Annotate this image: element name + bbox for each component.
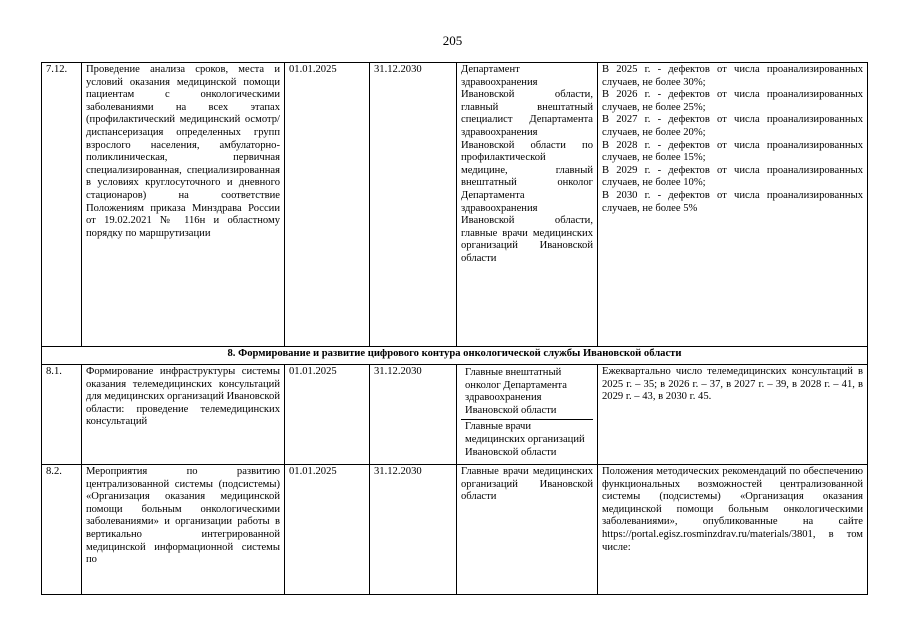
section-header-row [42,347,868,365]
activity-cell: Проведение анализа сроков, места и условий оказания медицинской помощи пациентам с онкологическими заболеваниями на всех этапах (профилактический медицинский осмотр/диспансеризация определенных групп взрослого населения, амбулаторно-поликлиническая, первичная специализированная, специализированная в условиях круглосуточного и дневного стационаров) на соответствие Положениям приказа Минздрава России от 19.02.2021 № 116н и областному порядку по маршрутизации [82,63,285,347]
start-date-cell: 01.01.2025 [285,365,370,465]
result-cell: Положения методических рекомендаций по обеспечению функциональных возможностей централизованной системы (подсистемы) «Организация оказания медицинской помощи больным онкологическими заболеваниями», опубликованные на сайте https://portal.egisz.rosminzdrav.ru/materials/3801, в том числе: [598,465,868,595]
end-date-cell: 31.12.2030 [370,63,457,347]
responsible-cell: Департамент здравоохранения Ивановской области, главный внештатный специалист Департамента здравоохранения Ивановской области по профилактической медицине, главный внештатный онколог Департамента здравоохранения Ивановской области, главные врачи медицинских организаций Ивановской области [457,63,598,347]
table-row-8-1 [42,365,868,465]
result-line: В 2026 г. - дефектов от числа проанализированных случаев, не более 25%; [602,89,863,113]
responsible-cell: Главные врачи медицинских организаций Ивановской области [457,465,598,595]
responsible-sub-cell: Главные внештатный онколог Департамента здравоохранения Ивановской области [465,367,567,416]
end-date-cell: 31.12.2030 [370,365,457,465]
page-number: 205 [442,33,463,48]
activity-cell: Формирование инфраструктуры системы оказания телемедицинских консультаций для медицинских организаций Ивановской области: проведение телемедицинских консультаций [82,365,285,465]
activity-cell: Мероприятия по развитию централизованной системы (подсистемы) «Организация оказания медицинской помощи больным онкологическими заболеваниями» и организации работы в вертикально интегрированной медицинской информационной системы по [82,465,285,595]
responsible-cell [457,365,598,465]
result-line: В 2025 г. - дефектов от числа проанализированных случаев, не более 30%; [602,64,863,88]
responsible-sub-cell: Главные врачи медицинских организаций Ивановской области [461,419,593,461]
result-line: В 2029 г. - дефектов от числа проанализированных случаев, не более 10%; [602,164,863,189]
table-row-7-12 [42,63,868,347]
result-cell: Ежеквартально число телемедицинских консультаций в 2025 г. – 35; в 2026 г. – 37, в 2027 г. – 39, в 2028 г. – 41, в 2029 г. – 43, в 2030 г. 45. [598,365,868,465]
section-title: 8. Формирование и развитие цифрового контура онкологической службы Ивановской области [42,347,868,365]
result-cell [598,63,868,347]
result-line: В 2030 г. - дефектов от числа проанализированных случаев, не более 5% [602,189,863,214]
start-date-cell: 01.01.2025 [285,63,370,347]
row-number: 7.12. [42,63,82,347]
start-date-cell: 01.01.2025 [285,465,370,595]
result-line: В 2027 г. - дефектов от числа проанализированных случаев, не более 20%; [602,114,863,138]
row-number: 8.2. [42,465,82,595]
action-plan-table [41,62,868,595]
end-date-cell: 31.12.2030 [370,465,457,595]
row-number: 8.1. [42,365,82,465]
table-row-8-2 [42,465,868,595]
result-line: В 2028 г. - дефектов от числа проанализированных случаев, не более 15%; [602,139,863,164]
